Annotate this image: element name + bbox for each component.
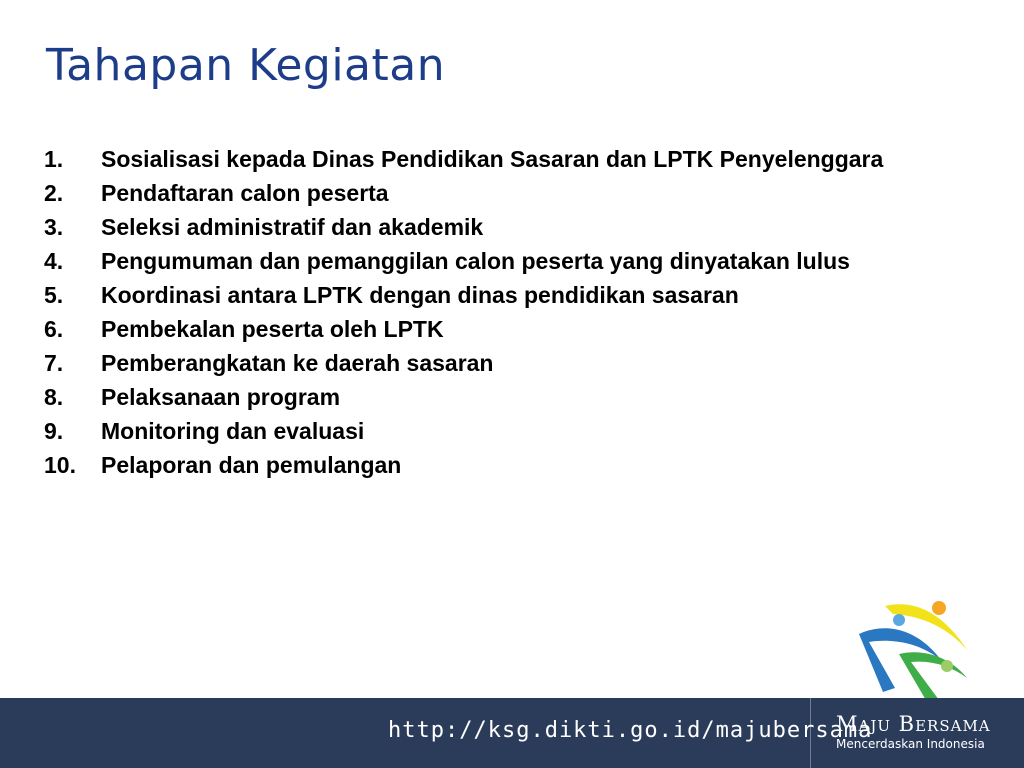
step-number: 1. — [44, 146, 64, 172]
list-item — [44, 414, 914, 448]
step-number: 6. — [44, 316, 64, 342]
list-item — [44, 380, 914, 414]
step-text: Sosialisasi kepada Dinas Pendidikan Sasaran dan LPTK Penyelenggara — [101, 146, 884, 172]
maju-bersama-logo-icon — [855, 598, 985, 706]
list-item — [44, 244, 914, 278]
step-number: 10. — [44, 452, 76, 478]
step-number: 2. — [44, 180, 64, 206]
step-text: Seleksi administratif dan akademik — [101, 214, 484, 240]
step-number: 4. — [44, 248, 64, 274]
list-item — [44, 312, 914, 346]
slide-title: Tahapan Kegiatan — [46, 40, 446, 91]
list-item — [44, 448, 914, 482]
step-text: Monitoring dan evaluasi — [101, 418, 365, 444]
brand-name: Maju Bersama — [836, 712, 991, 736]
brand-tagline: Mencerdaskan Indonesia — [836, 737, 985, 751]
step-text: Pembekalan peserta oleh LPTK — [101, 316, 444, 342]
steps-list — [44, 142, 914, 482]
list-item — [44, 210, 914, 244]
list-item — [44, 278, 914, 312]
list-item — [44, 346, 914, 380]
list-item — [44, 176, 914, 210]
step-number: 8. — [44, 384, 64, 410]
step-text: Pemberangkatan ke daerah sasaran — [101, 350, 494, 376]
step-text: Pelaporan dan pemulangan — [101, 452, 402, 478]
list-item — [44, 142, 914, 176]
step-text: Pendaftaran calon peserta — [101, 180, 389, 206]
step-number: 7. — [44, 350, 64, 376]
step-number: 9. — [44, 418, 64, 444]
step-number: 5. — [44, 282, 64, 308]
footer-url: http://ksg.dikti.go.id/majubersama — [388, 718, 873, 743]
step-text: Pengumuman dan pemanggilan calon peserta yang dinyatakan lulus — [101, 248, 850, 274]
step-number: 3. — [44, 214, 64, 240]
step-text: Koordinasi antara LPTK dengan dinas pendidikan sasaran — [101, 282, 739, 308]
step-text: Pelaksanaan program — [101, 384, 341, 410]
